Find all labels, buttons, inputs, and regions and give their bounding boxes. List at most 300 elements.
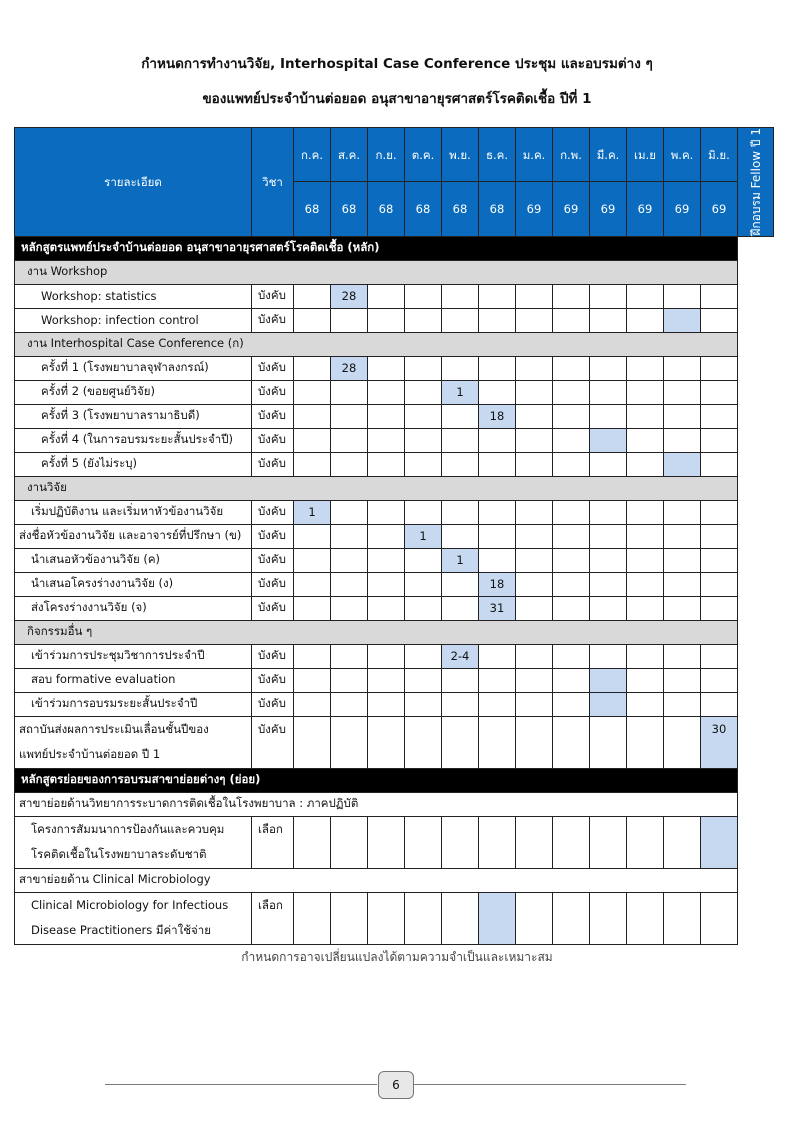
month-cell [664,500,701,524]
month-cell [627,548,664,572]
month-cell: 28 [331,284,368,308]
month-cell [294,428,331,452]
month-cell [627,716,664,768]
month-cell [368,596,405,620]
month-cell: 18 [479,404,516,428]
month-cell [479,668,516,692]
month-cell [442,572,479,596]
month-cell [664,308,701,332]
month-cell [516,716,553,768]
row-detail-text: Workshop: infection control [41,313,199,328]
table-row [15,452,774,476]
month-cell [442,428,479,452]
footer-rule-right [413,1084,686,1085]
header-subject: วิชา [252,128,294,237]
month-cell [516,524,553,548]
month-cell [664,548,701,572]
row-subject: เลือก [252,816,294,868]
month-cell [590,892,627,944]
month-cell [368,668,405,692]
row-detail [15,428,252,452]
month-cell [590,380,627,404]
row-detail-text: เข้าร่วมการประชุมวิชาการประจำปี [31,648,205,663]
month-cell [590,452,627,476]
month-cell [405,548,442,572]
month-cell [553,380,590,404]
month-cell [627,892,664,944]
header-month: ก.ย. [368,128,405,182]
row-detail-text: ส่งชื่อหัวข้องานวิจัย และอาจารย์ที่ปรึกษา (ข) [19,528,242,543]
month-cell [627,596,664,620]
page-number: 6 [378,1071,414,1099]
row-detail [15,892,252,944]
month-cell [516,452,553,476]
table-row [15,572,774,596]
row-detail-text: ครั้งที่ 1 (โรงพยาบาลจุฬาลงกรณ์) [41,360,209,375]
table-row [15,428,774,452]
month-cell [479,644,516,668]
side-banner-label: ฝึกอบรม Fellow ปี 1 [749,128,763,236]
month-cell [701,596,738,620]
header-row-months [15,128,774,182]
month-cell [516,644,553,668]
month-cell [442,452,479,476]
month-cell [627,572,664,596]
month-cell [405,428,442,452]
month-cell [331,596,368,620]
month-cell [331,452,368,476]
month-cell [442,500,479,524]
page-title-line-1: กำหนดการทำงานวิจัย, Interhospital Case Conference ประชุม และอบรมต่าง ๆ [141,56,653,72]
month-cell [331,644,368,668]
group-header: งาน Interhospital Case Conference (ก) [15,332,738,356]
row-detail [15,500,252,524]
table-row [15,284,774,308]
month-cell [701,524,738,548]
row-subject: บังคับ [252,500,294,524]
month-cell [516,892,553,944]
header-year: 68 [294,182,331,236]
table-row [15,892,774,944]
month-cell [331,428,368,452]
month-cell [479,548,516,572]
month-cell [553,716,590,768]
month-cell [664,668,701,692]
month-cell [479,380,516,404]
header-month: ก.ค. [294,128,331,182]
month-cell [553,668,590,692]
month-cell [442,716,479,768]
month-cell [368,284,405,308]
row-detail-text-2: แพทย์ประจำบ้านต่อยอด ปี 1 [19,746,161,761]
month-cell [294,284,331,308]
row-subject: บังคับ [252,596,294,620]
month-cell: 1 [442,548,479,572]
month-cell [405,668,442,692]
table-row [15,236,774,260]
month-cell [294,356,331,380]
subgroup-header: สาขาย่อยด้านวิทยาการระบาดการติดเชื้อในโรงพยาบาล : ภาคปฏิบัติ [15,792,738,816]
month-cell [664,692,701,716]
month-cell [442,404,479,428]
header-year: 68 [442,182,479,236]
month-cell: 18 [479,572,516,596]
month-cell [590,692,627,716]
month-cell [405,452,442,476]
month-cell [590,644,627,668]
month-cell [294,452,331,476]
table-row [15,692,774,716]
month-cell [516,380,553,404]
month-cell [405,596,442,620]
side-banner [738,128,774,237]
month-cell [590,428,627,452]
table-row [15,260,774,284]
row-detail [15,452,252,476]
month-cell [664,380,701,404]
schedule-body [15,236,774,944]
month-cell [553,308,590,332]
month-cell [590,356,627,380]
row-detail-text: นำเสนอหัวข้องานวิจัย (ค) [31,552,161,567]
row-detail-text: ครั้งที่ 4 (ในการอบรมระยะสั้นประจำปี) [41,432,234,447]
month-cell [553,572,590,596]
header-month: ส.ค. [331,128,368,182]
month-cell [664,892,701,944]
month-cell [479,816,516,868]
table-row [15,668,774,692]
month-cell [516,596,553,620]
month-cell [553,692,590,716]
month-cell [331,404,368,428]
row-subject: บังคับ [252,428,294,452]
month-cell [294,816,331,868]
month-cell [368,716,405,768]
row-detail-text: สถาบันส่งผลการประเมินเลื่อนชั้นปีของ [19,721,209,736]
row-subject: บังคับ [252,380,294,404]
month-cell [516,548,553,572]
header-year: 69 [590,182,627,236]
header-month: ต.ค. [405,128,442,182]
month-cell [664,356,701,380]
month-cell [479,892,516,944]
month-cell [590,716,627,768]
header-month: ก.พ. [553,128,590,182]
row-detail [15,572,252,596]
month-cell [405,572,442,596]
month-cell [553,644,590,668]
month-cell [368,816,405,868]
row-detail-text: เริ่มปฏิบัติงาน และเริ่มหาหัวข้องานวิจัย [31,504,224,519]
month-cell [664,572,701,596]
month-cell [627,452,664,476]
table-row [15,548,774,572]
month-cell [405,404,442,428]
month-cell [553,404,590,428]
row-detail [15,356,252,380]
month-cell [627,500,664,524]
month-cell [368,892,405,944]
month-cell [368,356,405,380]
month-cell [553,452,590,476]
month-cell [331,572,368,596]
row-detail [15,668,252,692]
page-title-line-2: ของแพทย์ประจำบ้านต่อยอด อนุสาขาอายุรศาสตร์โรคติดเชื้อ ปีที่ 1 [202,91,592,107]
month-cell: 31 [479,596,516,620]
month-cell [664,644,701,668]
month-cell [553,356,590,380]
month-cell [701,380,738,404]
month-cell [701,572,738,596]
schedule-table [14,127,774,945]
month-cell [405,308,442,332]
month-cell [664,816,701,868]
month-cell [442,692,479,716]
row-detail-text-2: โรคติดเชื้อในโรงพยาบาลระดับชาติ [31,846,207,861]
month-cell [368,524,405,548]
month-cell [442,596,479,620]
month-cell [368,500,405,524]
row-detail-text: เข้าร่วมการอบรมระยะสั้นประจำปี [31,696,198,711]
month-cell [701,644,738,668]
month-cell [479,356,516,380]
month-cell: 1 [442,380,479,404]
month-cell [368,380,405,404]
header-month: เม.ย [627,128,664,182]
row-detail [15,644,252,668]
month-cell [479,452,516,476]
row-detail-text: ครั้งที่ 2 (ขอยศูนย์วิจัย) [41,384,156,399]
month-cell [331,892,368,944]
month-cell [590,816,627,868]
month-cell [590,284,627,308]
row-detail [15,548,252,572]
month-cell [627,308,664,332]
table-row [15,716,774,768]
month-cell [442,308,479,332]
month-cell [627,404,664,428]
month-cell [294,892,331,944]
row-detail [15,716,252,768]
row-detail [15,284,252,308]
header-year: 69 [664,182,701,236]
section-header: หลักสูตรย่อยของการอบรมสาขาย่อยต่างๆ (ย่อย) [15,768,738,792]
month-cell [405,356,442,380]
month-cell [590,548,627,572]
month-cell [442,524,479,548]
month-cell: 28 [331,356,368,380]
month-cell [701,816,738,868]
month-cell [368,452,405,476]
month-cell [664,404,701,428]
month-cell [590,500,627,524]
month-cell: 1 [405,524,442,548]
month-cell [331,548,368,572]
month-cell [627,428,664,452]
row-detail [15,816,252,868]
row-subject: บังคับ [252,692,294,716]
row-subject: บังคับ [252,716,294,768]
month-cell [516,668,553,692]
row-detail-text: โครงการสัมมนาการป้องกันและควบคุม [31,821,225,836]
month-cell [701,356,738,380]
month-cell [590,596,627,620]
month-cell [479,308,516,332]
month-cell: 1 [294,500,331,524]
header-month: พ.ค. [664,128,701,182]
row-detail [15,308,252,332]
month-cell: 2-4 [442,644,479,668]
table-row [15,620,774,644]
month-cell [331,524,368,548]
row-detail-text: สอบ formative evaluation [31,672,176,687]
table-row [15,792,774,816]
table-row [15,332,774,356]
month-cell [553,500,590,524]
month-cell [516,500,553,524]
month-cell [516,404,553,428]
month-cell [294,308,331,332]
month-cell [294,716,331,768]
month-cell [553,284,590,308]
row-detail [15,692,252,716]
row-subject: บังคับ [252,404,294,428]
month-cell [294,572,331,596]
month-cell [294,644,331,668]
month-cell [368,692,405,716]
month-cell [405,500,442,524]
group-header: งานวิจัย [15,476,738,500]
month-cell [479,524,516,548]
month-cell [516,284,553,308]
header-year: 69 [701,182,738,236]
header-year: 69 [553,182,590,236]
month-cell [664,596,701,620]
row-detail-text: ครั้งที่ 3 (โรงพยาบาลรามาธิบดี) [41,408,200,423]
month-cell [516,308,553,332]
row-detail [15,596,252,620]
month-cell [368,572,405,596]
month-cell [479,500,516,524]
month-cell [701,284,738,308]
row-subject: บังคับ [252,284,294,308]
month-cell [627,644,664,668]
month-cell [590,572,627,596]
month-cell [368,308,405,332]
month-cell [442,892,479,944]
subgroup-header: สาขาย่อยด้าน Clinical Microbiology [15,868,738,892]
month-cell [442,668,479,692]
month-cell [627,668,664,692]
row-subject: บังคับ [252,452,294,476]
month-cell [442,284,479,308]
month-cell [405,380,442,404]
table-row [15,308,774,332]
header-detail: รายละเอียด [15,128,252,237]
row-subject: บังคับ [252,644,294,668]
row-detail-text: นำเสนอโครงร่างงานวิจัย (ง) [31,576,174,591]
month-cell: 30 [701,716,738,768]
month-cell [553,428,590,452]
header-month: ม.ค. [516,128,553,182]
month-cell [368,404,405,428]
month-cell [331,816,368,868]
row-detail [15,380,252,404]
table-row [15,356,774,380]
month-cell [627,524,664,548]
month-cell [368,548,405,572]
footnote: กำหนดการอาจเปลี่ยนแปลงได้ตามความจำเป็นและเหมาะสม [241,950,553,964]
month-cell [701,892,738,944]
month-cell [368,428,405,452]
footer-rule-left [105,1084,377,1085]
table-row [15,476,774,500]
month-cell [294,404,331,428]
table-row [15,404,774,428]
header-year: 68 [479,182,516,236]
month-cell [701,692,738,716]
row-detail-text: Clinical Microbiology for Infectious [31,897,229,912]
month-cell [701,668,738,692]
month-cell [442,816,479,868]
month-cell [294,668,331,692]
month-cell [627,816,664,868]
table-row [15,868,774,892]
month-cell [516,572,553,596]
month-cell [516,428,553,452]
month-cell [479,428,516,452]
month-cell [516,692,553,716]
month-cell [405,692,442,716]
table-row [15,524,774,548]
row-detail [15,404,252,428]
month-cell [553,524,590,548]
table-row [15,380,774,404]
month-cell [294,380,331,404]
month-cell [664,428,701,452]
month-cell [553,548,590,572]
month-cell [590,308,627,332]
month-cell [479,284,516,308]
header-year: 68 [331,182,368,236]
month-cell [331,668,368,692]
header-year: 68 [368,182,405,236]
month-cell [590,404,627,428]
month-cell [368,644,405,668]
table-row [15,768,774,792]
month-cell [405,644,442,668]
month-cell [331,500,368,524]
month-cell [331,692,368,716]
month-cell [553,892,590,944]
month-cell [553,816,590,868]
month-cell [331,716,368,768]
header-month: มิ.ย. [701,128,738,182]
row-subject: บังคับ [252,308,294,332]
month-cell [664,452,701,476]
month-cell [701,452,738,476]
month-cell [294,548,331,572]
month-cell [664,716,701,768]
month-cell [701,404,738,428]
month-cell [442,356,479,380]
month-cell [331,308,368,332]
month-cell [405,892,442,944]
row-subject: บังคับ [252,524,294,548]
month-cell [294,596,331,620]
month-cell [294,524,331,548]
month-cell [590,524,627,548]
